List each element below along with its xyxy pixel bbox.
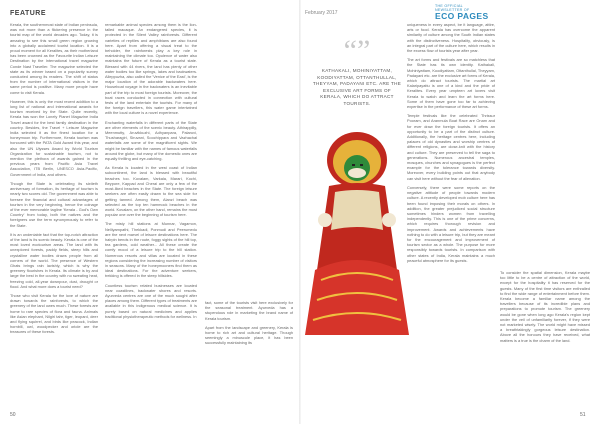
article-column-3 xyxy=(205,300,293,410)
paragraph: However, this is only the most recent addition to a long list of national and international awards for tourism received by the State. Quite recently, Kerala has won the Lonely Planet Magazine India Travel award for the best family destination in the country. Besides, the Travel + Leisure Magazine India selected it as the finest location for a honeymoon trip. Furthermore, Kerala tourism was honoured with the PATA Gold Award this year, and also the UN Ulysses Award by World Tourism Organization for sustainable tourism, not to mention the plethora of awards gained in the previous years from Pacific Asia Travel Association, ITB Berlin, UNESCO Asia-Pacific, Government of India, and others. xyxy=(10,98,98,177)
article-column-5 xyxy=(500,270,590,410)
logo-title: ECO PAGES xyxy=(435,11,489,21)
page-number-left: 50 xyxy=(10,412,16,418)
paragraph: The misty hill stations at Munnar, Vagamon, Nelliyampathi, Thekkadi, Ponmudi and Peerumedu are the next marvel of leisure destinations here. The hairpin bends in the route, foggy sights of the hill top, tea gardens, cold weather... All these create the comfy mood of a leisure trip to the hill station. Numerous resorts and villas are located in these regions considering the increasing number of visitors in seasons. Many of the honeymooners find them as ideal destinations. For the adventure seekers, trekking is offered in the steep hillsides. xyxy=(105,221,197,279)
paragraph: Countless tourism related businesses are located near coastlines, backwater shores and resorts. Ayurveda centres are one of the much sought after places among them. Different types of treatments are available in this indigenous medical science. It is purely based on natural medicines and applies traditional physiotherapeutic methods for wellness. In xyxy=(105,282,197,319)
paragraph: Those who visit Kerala for the love of nature are drawn towards the rainforests, to which the greenery of the land owes much. These forests are home to rare species of flora and fauna. Animals like Asian elephant, Nilgiri tahr, tiger, leopard, deer and flying squirrel, and birds like peacock, Indian hornbill, owl, woodpecker and oriole are the treasures of these forests. xyxy=(10,292,98,335)
paragraph: To consider the spatial dimension, Kerala maybe too little to be a centre of attraction of the world, except for the hospitality it has reserved for the guests. Many of the first time visitors are enthralled to find the wide range of entertainment before them. Kerala become a familiar name among the travellers because of its incredible plans and preparations to promote tourism. The greenery would be gone when long ago Kerala's region kept under the veil of unfamiliarity forever, if they were not marketed wisely. The world might have missed a breathtakingly gorgeous leisure destination. Above all the honours they have received, what matters is a true is the charm of the land. xyxy=(500,270,590,343)
ecopages-logo xyxy=(435,4,490,22)
section-label: FEATURE xyxy=(10,10,47,17)
issue-date: February 2017 xyxy=(305,10,338,16)
pull-quote-text: KATHAKALI, MOHINIYATTAM, KOODIYATTAM, OTTANTHULLAL, THEYYAM, PADAYANI ETC. ARE THE EXCLUSIVE ART FORMS OF KERALA, WHICH DO ATTRACT TOURISTS. xyxy=(312,68,402,106)
paragraph: fact, some of the tourists visit here exclusively for the seasonal treatment. Ayurveda has a stupendous role in marketing the brand name of Kerala tourism. xyxy=(205,300,293,321)
paragraph: uniqueness in every aspect, be it language, attire, arts or food. Kerala has overcome the apparent similarity of culture among the South Indian states with the distinctiveness. Hospitality, obviously, is an integral part of the culture here, which results in the excess flow of tourists year after year. xyxy=(407,22,495,54)
paragraph: As Kerala is located in the west coast of Indian subcontinent, the land is blessed with beautiful beaches too. Kovalam, Varkala, Marari, Kochi, Beypore, Kappad and Cherai are only a few of the most-liked beaches in the State. The foreign leisure seekers are often easily drawn to the sea side for getting tanned. Among them, Alanzi beach was selected as the top ten hammock beaches in the world. Kovalam, on the other hand, remains the most popular one over the beginning of tourism here. xyxy=(105,165,197,218)
kathakali-dancer-image xyxy=(305,120,410,335)
paragraph: It is an undeniable fact that the top-notch attraction of the land is its scenic beauty. Kerala is one of the most loved ecotourism areas. The land with its unexplored forests, paddy fields, steep hills and crystalline water bodies draws people from all corners of the world. The presence of Western Ghats brings rain lavishly, which is why the greenery flourishes in Kerala. Its climate is by and large the best in the country with no sweating heat, freezing cold, all-year downpour, dust, drought or flood. And what more does a tourist need? xyxy=(10,231,98,289)
paragraph: Kerala, the southernmost state of Indian peninsula, was not more than a flickering presence in the tourist map of the world decades ago. Today, it is amazing to see this small green region growing into a globally acclaimed tourist location. It is a proud moment for all Keralites, as their motherland has been crowned as the Favourite Indian Leisure Destination by the International travel magazine Conde Nast Traveller. The magazine selected the state as its winner based on a popularity survey conducted among its readers. The shift of status from the number of international visitors in the same period is positive. Many more people have come to visit Kerala. xyxy=(10,22,98,95)
paragraph: Conversely, there were some reports on the negative attitude of people towards modern culture. A recently developed mob culture here has been found imposing their morals on others. In addition, the greater prejudiced social structure sometimes hinders women from travelling independently. This is one of the prime concerns, which requires thorough revision and improvement. Awards and achievements have nothing to do with a leisure trip, but they are meant for the encouragement and improvement of tourism sector as a whole. The purpose for more responsibly towards tourists. In comparison with other states of India, Kerala maintains a much peaceful atmosphere for its guests. xyxy=(407,184,495,263)
pull-quote xyxy=(312,34,402,107)
quote-mark-icon: “” xyxy=(343,34,371,67)
article-column-4 xyxy=(407,22,495,412)
paragraph: Apart from the landscape and greenery, Kerala is home to rich art and cultural heritage. Though seemingly a minuscule place, it has been successfully maintaining its xyxy=(205,324,293,346)
paragraph: Though the State is celebrating its sixtieth anniversary of formation, its heritage of tourism is nearly two scores old. The government was able to foresee the financial and cultural advantages of tourism in the very beginning, hence the coinage of the ever memorable tagline 'Kerala - God's Own Country' from today, both the natives and the foreigners use the term synonymously to refer to the State. xyxy=(10,180,98,228)
article-column-2 xyxy=(105,22,197,412)
paragraph: The art forms and festivals are so matchless that the State has its own identity. Kathakali, Mohiniyattam, Koodiyattam, Ottanthullal, Theyyam, Padayani etc. are the exclusive art forms of Kerala, which do attract tourists. The martial art Kalaripayattu is one of a kind and the pride of Keralites. Every year umpteen art lovers visit Kerala to watch and learn the art forms here. Some of them have gone too far to achieving expertise in the performance of these art forms. xyxy=(407,57,495,110)
paragraph: Temple festivals like the celebrated Thrissur Pooram, and Aranmula Boat Race are Onam and for ever draw the foreign tourists. It offers an opportunity to be a part of the distinct culture. Additionally, the heritage centres here, including palaces of old dynasties and worship centres of different religions, are close-knit with the history and culture. They are preserved to tell the saga to generations. Numerous ancestral temples, mosques, churches and synagogues is the perfect example for the tolerance towards diversity. Moreover, every building points out that anybody can visit here without the fear of alienation. xyxy=(407,113,495,181)
paragraph: Enchanting waterfalls in different parts of the State are other elements of the scenic beauty. Athirappilly, Meenmutty, Aruvikkuzhi, Adhyanpara, Palaruvi, Thusharagiri, Siruvani, Soochippara and Vazhachal waterfalls are some of the magnificent sights. We might be familiar with the names of famous waterfalls around the globe, but many of the domestic ones are equally thrilling and eye-catching. xyxy=(105,119,197,162)
page-gutter xyxy=(299,0,301,424)
article-column-1 xyxy=(10,22,98,412)
logo-tagline: THE OFFICIAL NEWSLETTER OF xyxy=(435,4,470,12)
page-number-right: 51 xyxy=(580,412,586,418)
paragraph: remarkable animal species among them is the lion-tailed macaque. An endangered species, it is protected in the Silent Valley rainforests. Different varieties of reptiles and amphibians are also found here. Apart from offering a visual treat to the beholder, the rainforests play a key role in maintaining the climate too. Opulence of water also maintains the future of Kerala as a tourist state. Blessed with 44 rivers, the land has plenty of other water bodies too like springs, lakes and backwaters. Alleppuzha, also called the 'Venice of the East', is the major location of the adorable backwaters here. Houseboat voyage in the backwaters is an inevitable part of the trip to most foreign tourists. Moreover, the boat races conducted in connection with cultural fests of the land entertain the tourists. For many of the foreign travellers, this water game intertwined with the local culture is a novel experience. xyxy=(105,22,197,116)
